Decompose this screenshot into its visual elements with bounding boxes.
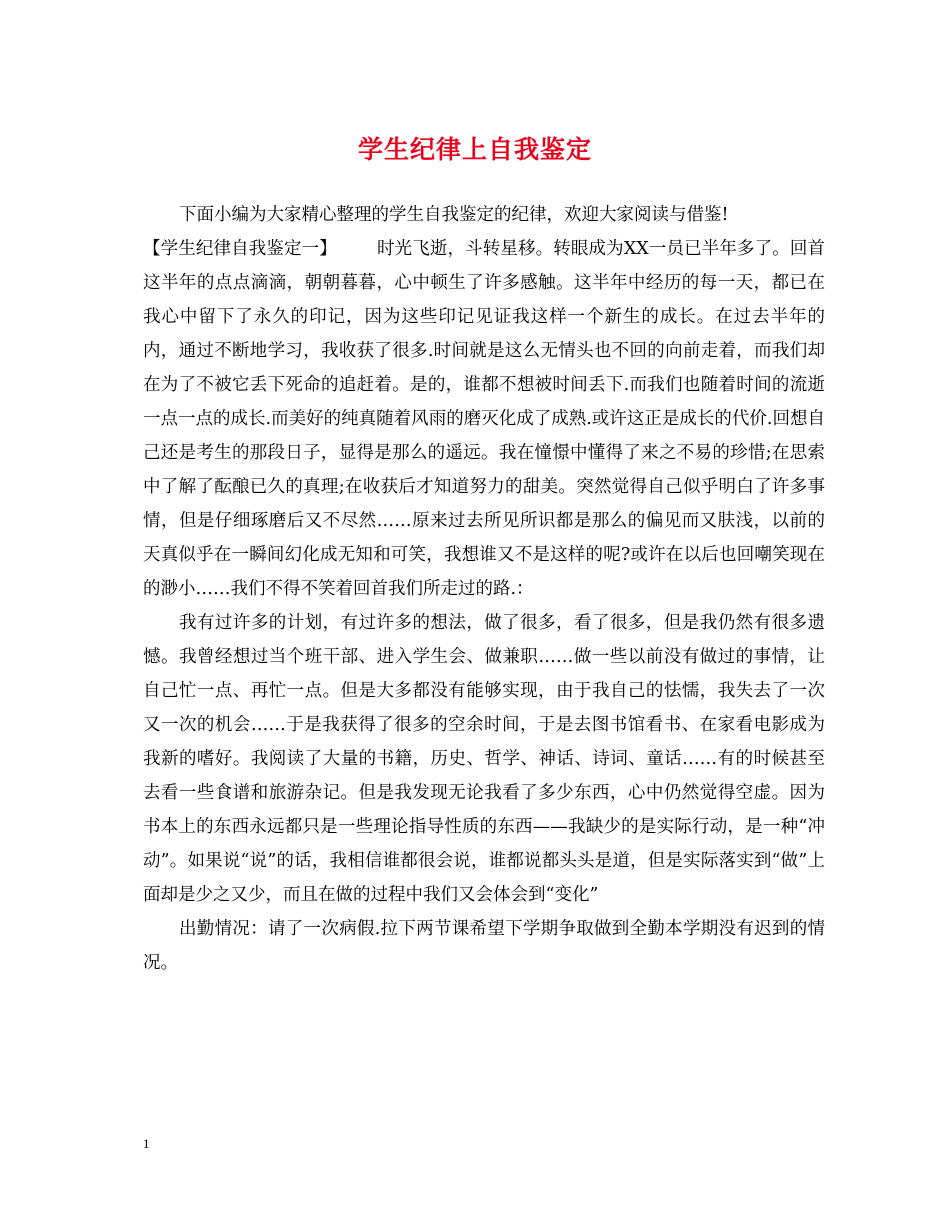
paragraph-3: 出勤情况：请了一次病假.拉下两节课希望下学期争取做到全勤本学期没有迟到的情况。 [143,919,825,973]
document-body [143,198,825,980]
paragraph-1 [143,232,825,606]
paragraph-1-text: 时光飞逝，斗转星移。转眼成为XX一员已半年多了。回首这半年的点点滴滴，朝朝暮暮，心中顿生了许多感触。这半年中经历的每一天，都已在我心中留下了永久的印记，因为这些印记见证我这样一个新生的成长。在过去半年的内，通过不断地学习，我收获了很多.时间就是这么无情头也不回的向前走着，而我们却在为了不被它丢下死命的追赶着。是的，谁都不想被时间丢下.而我们也随着时间的流逝一点一点的成长.而美好的纯真随着风雨的磨灭化成了成熟.或许这正是成长的代价.回想自己还是考生的那段日子，显得是那么的遥远。我在憧憬中懂得了来之不易的珍惜;在思索中了解了酝酿已久的真理;在收获后才知道努力的甜美。突然觉得自己似乎明白了许多事情，但是仔细琢磨后又不尽然……原来过去所见所识都是那么的偏见而又肤浅，以前的天真似乎在一瞬间幻化成无知和可笑，我想谁又不是这样的呢?或许在以后也回嘲笑现在的渺小……我们不得不笑着回首我们所走过的路.： [143,239,826,599]
document-title: 学生纪律上自我鉴定 [357,135,592,164]
paragraph-2: 我有过许多的计划，有过许多的想法，做了很多，看了很多，但是我仍然有很多遗憾。我曾经想过当个班干部、进入学生会、做兼职……做一些以前没有做过的事情，让自己忙一点、再忙一点。但是大多都没有能够实现，由于我自己的怯懦，我失去了一次又一次的机会……于是我获得了很多的空余时间，于是去图书馆看书、在家看电影成为我新的嗜好。我阅读了大量的书籍，历史、哲学、神话、诗词、童话……有的时候甚至去看一些食谱和旅游杂记。但是我发现无论我看了多少东西，心中仍然觉得空虚。因为书本上的东西永远都只是一些理论指导性质的东西——我缺少的是实际行动，是一种“冲动”。如果说“说”的话，我相信谁都很会说，谁都说都头头是道，但是实际落实到“做”上面却是少之又少，而且在做的过程中我们又会体会到“变化” [143,613,825,905]
page-number: 1 [143,1136,150,1151]
section-heading: 【学生纪律自我鉴定一】 [143,239,337,259]
intro-paragraph: 下面小编为大家精心整理的学生自我鉴定的纪律，欢迎大家阅读与借鉴! [179,205,729,225]
